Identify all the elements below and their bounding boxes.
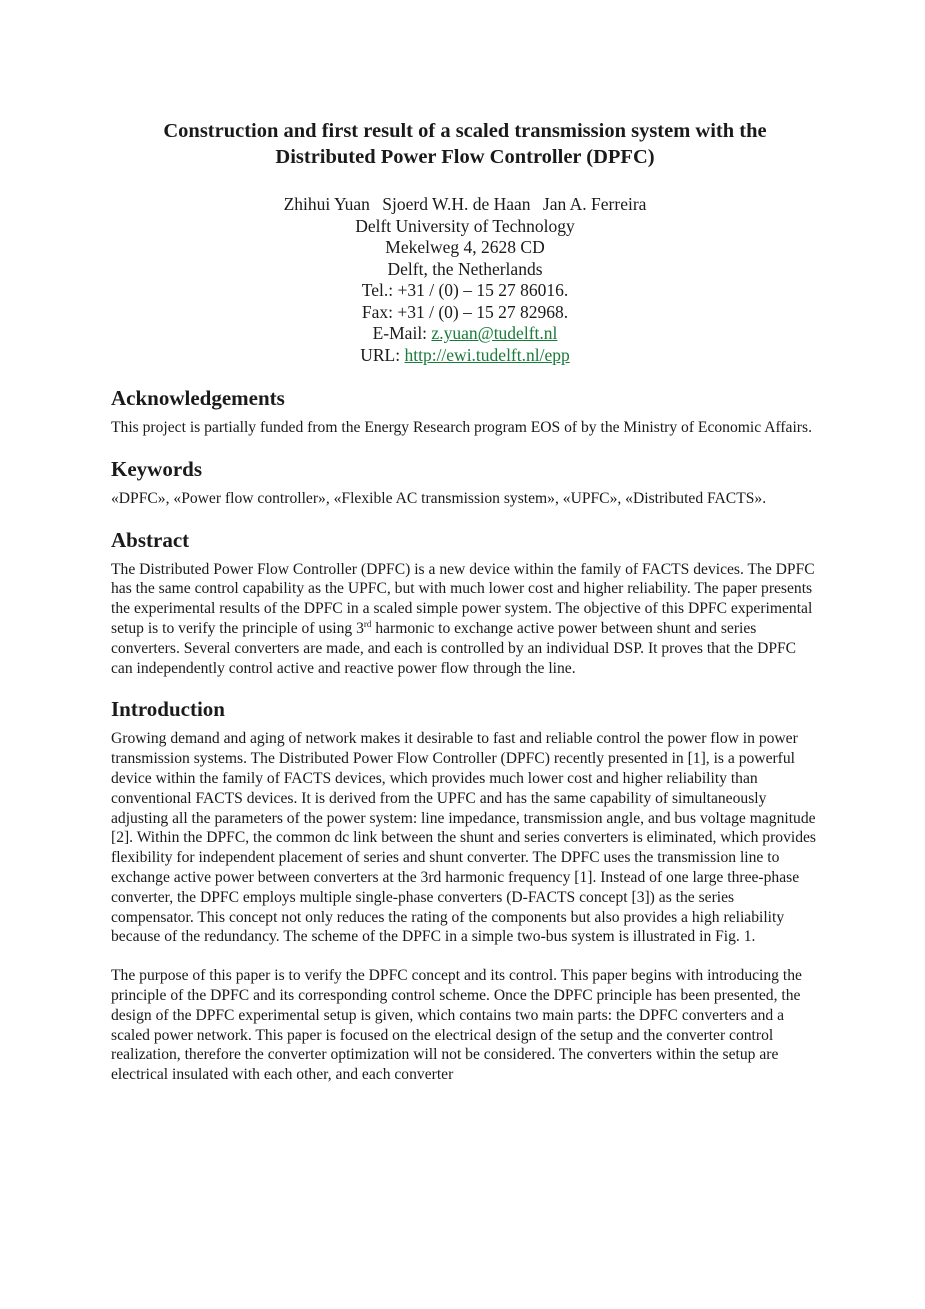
affiliation-city: Delft, the Netherlands — [387, 258, 543, 279]
url-link[interactable]: http://ewi.tudelft.nl/epp — [404, 344, 570, 365]
email-label: E-Mail: — [372, 323, 432, 343]
keywords-text: «DPFC», «Power flow controller», «Flexible AC transmission system», «UPFC», «Distributed FACTS». — [111, 489, 767, 507]
contact-email — [111, 323, 819, 345]
introduction-heading: Introduction — [111, 697, 225, 722]
contact-url — [111, 345, 819, 367]
paper-title — [111, 118, 819, 170]
keywords-section — [111, 456, 819, 509]
introduction-section — [111, 696, 819, 1085]
title-line-1: Construction and first result of a scaled transmission system with the — [163, 120, 767, 142]
abstract-section — [111, 527, 819, 679]
abstract-text-part-1: The Distributed Power Flow Controller (DPFC) is a new device within the family of FACTS devices. The DPFC has the same control capability as the UPFC, but with much lower cost and higher reliability. The paper presents the experimental results of the DPFC in a scaled simple power system. The objective of this DPFC experimental setup is to verify the principle of using 3 — [111, 560, 815, 637]
contact-fax: Fax: +31 / (0) – 15 27 82968. — [361, 301, 569, 322]
author-list — [111, 194, 819, 216]
abstract-text — [111, 560, 819, 679]
url-label: URL: — [360, 344, 405, 365]
introduction-paragraph-2: The purpose of this paper is to verify the DPFC concept and its control. This paper begins with introducing the principle of the DPFC and its corresponding control scheme. Once the DPFC principle has been presented, the design of the DPFC experimental setup is given, which contains two main parts: the DPFC converters and a scaled power network. This paper is focused on the electrical design of the setup and the converter control realization, therefore the converter optimization will not be considered. The converters within the setup are electrical insulated with each other, and each converter — [111, 967, 802, 1084]
keywords-heading: Keywords — [111, 456, 202, 481]
title-line-2: Distributed Power Flow Controller (DPFC) — [275, 146, 655, 168]
author-name: Sjoerd W.H. de Haan — [382, 194, 531, 214]
contact-tel: Tel.: +31 / (0) – 15 27 86016. — [361, 280, 569, 300]
abstract-superscript: rd — [363, 618, 372, 629]
abstract-text-part-2: harmonic to exchange active power between shunt and series converters. Several converters are made, and each is controlled by an individual DSP. It proves that the DPFC can independently control active and reactive power flow through the line. — [111, 619, 797, 677]
introduction-paragraph-1: Growing demand and aging of network makes it desirable to fast and reliable control the power flow in power transmission systems. The Distributed Power Flow Controller (DPFC) recently presented in [1], is a powerful device within the family of FACTS devices, which provides much lower cost and higher reliability than conventional FACTS devices. It is derived from the UPFC and has the same capability of simultaneously adjusting all the parameters of the power system: line impedance, transmission angle, and bus voltage magnitude [2]. Within the DPFC, the common dc link between the shunt and series converters is eliminated, which provides flexibility for independent placement of series and shunt converter. The DPFC uses the transmission line to exchange active power between converters at the 3rd harmonic frequency [1]. Instead of one large three-phase converter, the DPFC employs multiple single-phase converters (D-FACTS concept [3]) as the series compensator. This concept not only reduces the rating of the components but also provides a high reliability because of the redundancy. The scheme of the DPFC in a simple two-bus system is illustrated in Fig. 1. — [111, 730, 816, 946]
author-name: Zhihui Yuan — [283, 194, 370, 214]
email-link[interactable]: z.yuan@tudelft.nl — [431, 323, 558, 343]
acknowledgements-heading: Acknowledgements — [111, 386, 285, 410]
acknowledgements-section — [111, 385, 819, 438]
acknowledgements-text: This project is partially funded from the Energy Research program EOS of by the Ministry of Economic Affairs. — [111, 419, 812, 436]
author-block — [111, 194, 819, 366]
paper-page — [111, 118, 819, 1085]
affiliation-university: Delft University of Technology — [355, 215, 575, 236]
affiliation-street: Mekelweg 4, 2628 CD — [385, 237, 545, 257]
author-name: Jan A. Ferreira — [542, 194, 647, 214]
abstract-heading: Abstract — [111, 527, 190, 552]
